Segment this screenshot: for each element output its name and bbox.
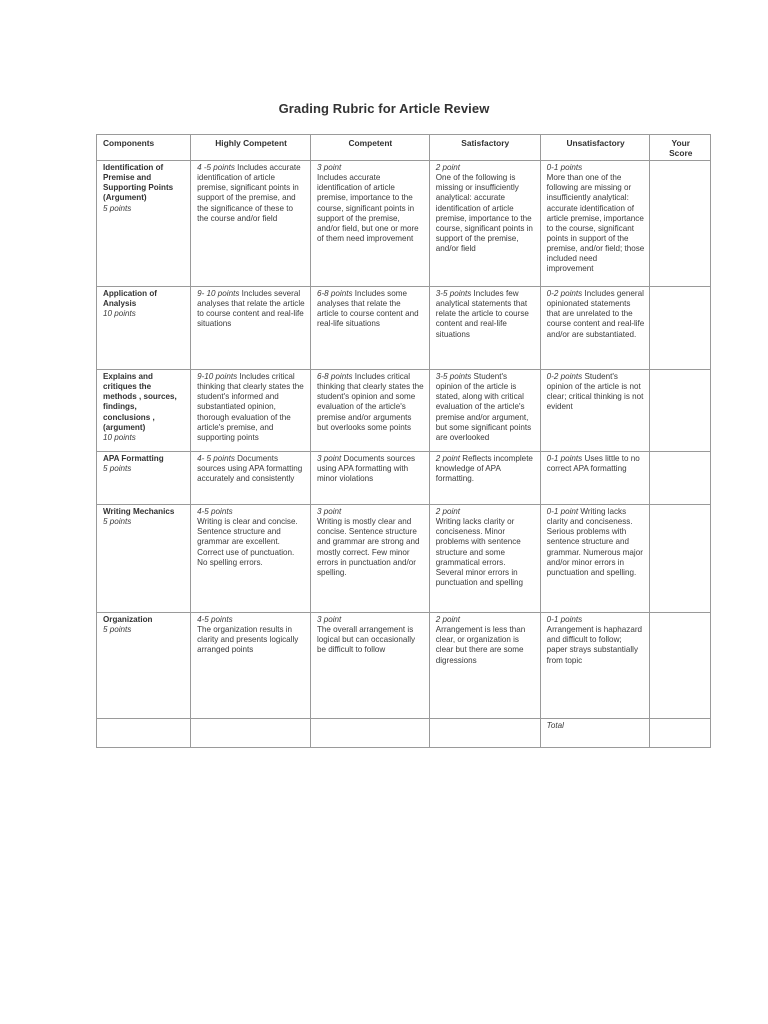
component-cell: [97, 452, 191, 505]
satisfactory-cell: [429, 370, 540, 452]
table-row: [97, 613, 711, 719]
criteria-text: Documents sources using APA formatting accurately and consistently: [197, 454, 303, 484]
component-name: Explains and critiques the methods , sources, findings, conclusions , (argument): [103, 372, 177, 432]
criteria-text: Student's opinion of the article is not clear; critical thinking is not evident: [546, 372, 644, 412]
total-score-cell[interactable]: [650, 719, 711, 748]
score-cell[interactable]: [650, 287, 711, 370]
page-title: Grading Rubric for Article Review: [278, 101, 490, 116]
criteria-text: Includes general opinionated statements that are unrelated to the course content and real-life and/or are substantiated.: [546, 289, 645, 339]
criteria-text: Includes critical thinking that clearly states the student's opinion and some evaluation of the article's premise and/or arguments but overlooks some points: [316, 372, 424, 432]
satisfactory-cell: [429, 505, 540, 613]
component-name: Organization: [103, 615, 153, 625]
criteria-text: Documents sources using APA formatting with minor violations: [316, 454, 416, 484]
criteria-text: Arrangement is less than clear, or organization is clear but there are some digressions: [435, 625, 526, 665]
criteria-text: One of the following is missing or insufficiently analytical: accurate identification of article premise, importance to the course, significant points in support of the premise, and/or field: [435, 173, 533, 253]
points-range: 3 point: [316, 454, 342, 464]
criteria-text: Includes some analyses that relate the article to course content and real-life situations: [316, 289, 419, 329]
component-name: Writing Mechanics: [103, 507, 175, 517]
score-cell[interactable]: [650, 370, 711, 452]
criteria-text: Includes critical thinking that clearly states the student's informed and substantiated opinion, thorough evaluation of the article's premise, and supporting points: [197, 372, 304, 442]
points-range: 3-5 points: [435, 372, 472, 382]
points-range: 3 point: [316, 615, 342, 625]
criteria-text: Uses little to no correct APA formatting: [546, 454, 640, 474]
component-cell: [97, 505, 191, 613]
component-points: 5 points: [103, 203, 132, 213]
points-range: 6-8 points: [316, 372, 353, 382]
unsatisfactory-cell: [540, 613, 650, 719]
competent-cell: [310, 505, 429, 613]
rubric-table: [96, 134, 711, 748]
points-range: 2 point: [435, 454, 461, 464]
header-satisfactory: Satisfactory: [429, 135, 540, 161]
competent-cell: [310, 452, 429, 505]
criteria-text: Includes several analyses that relate the article to course content and real-life situations: [197, 289, 305, 329]
total-row: [97, 719, 711, 748]
highly-competent-cell: [191, 161, 311, 287]
unsatisfactory-cell: [540, 452, 650, 505]
empty-cell: [429, 719, 540, 748]
points-range: 2 point: [435, 615, 461, 625]
score-cell[interactable]: [650, 161, 711, 287]
points-range: 4- 5 points: [197, 454, 235, 464]
points-range: 0-1 point: [546, 507, 579, 517]
unsatisfactory-cell: [540, 370, 650, 452]
component-cell: [97, 370, 191, 452]
score-cell[interactable]: [650, 452, 711, 505]
points-range: 0-2 points: [546, 372, 583, 382]
points-range: 9- 10 points: [197, 289, 240, 299]
competent-cell: [310, 613, 429, 719]
criteria-text: More than one of the following are missing or insufficiently analytical: accurate identification of article premise, importance to the course, significant points in support of the premise, and/or field; those included need improvement: [546, 173, 645, 274]
component-points: 5 points: [103, 625, 132, 635]
points-range: 0-2 points: [546, 289, 583, 299]
points-range: 4-5 points: [197, 507, 233, 517]
unsatisfactory-cell: [540, 287, 650, 370]
criteria-text: Writing lacks clarity and conciseness. Serious problems with sentence structure and grammar. Numerous major and/or minor errors in punctuation and spelling.: [546, 507, 643, 577]
component-name: Identification of Premise and Supporting Points (Argument): [103, 163, 174, 203]
points-range: 2 point: [435, 163, 461, 173]
component-points: 5 points: [103, 517, 132, 527]
points-range: 3 point: [316, 163, 342, 173]
points-range: 0-1 points: [546, 454, 583, 464]
highly-competent-cell: [191, 370, 311, 452]
satisfactory-cell: [429, 161, 540, 287]
criteria-text: Reflects incomplete knowledge of APA formatting.: [435, 454, 533, 484]
competent-cell: [310, 370, 429, 452]
points-range: 4 -5 points: [197, 163, 235, 173]
points-range: 4-5 points: [197, 615, 233, 625]
points-range: 6-8 points: [316, 289, 353, 299]
component-points: 10 points: [103, 432, 136, 442]
table-row: [97, 161, 711, 287]
satisfactory-cell: [429, 287, 540, 370]
component-cell: [97, 161, 191, 287]
competent-cell: [310, 161, 429, 287]
highly-competent-cell: [191, 613, 311, 719]
table-row: [97, 452, 711, 505]
criteria-text: The overall arrangement is logical but can occasionally be difficult to follow: [316, 625, 416, 655]
table-row: [97, 505, 711, 613]
criteria-text: Writing lacks clarity or conciseness. Minor problems with sentence structure and some grammatical errors. Several minor errors in punctuation and spelling: [435, 517, 524, 587]
criteria-text: Includes accurate identification of article premise, importance to the course, significant points in support of the premise, and/or field, but one or more of them need improvement: [316, 173, 419, 243]
points-range: 3 point: [316, 507, 342, 517]
table-row: [97, 287, 711, 370]
highly-competent-cell: [191, 452, 311, 505]
points-range: 3-5 points: [435, 289, 472, 299]
satisfactory-cell: [429, 613, 540, 719]
component-name: APA Formatting: [103, 454, 164, 464]
component-points: 5 points: [103, 464, 132, 474]
header-unsatisfactory: Unsatisfactory: [540, 135, 650, 161]
competent-cell: [310, 287, 429, 370]
points-range: 2 point: [435, 507, 461, 517]
table-row: [97, 370, 711, 452]
points-range: 9-10 points: [197, 372, 238, 382]
component-cell: [97, 287, 191, 370]
score-cell[interactable]: [650, 613, 711, 719]
unsatisfactory-cell: [540, 161, 650, 287]
criteria-text: Includes few analytical statements that relate the article to course content and real-life situations: [435, 289, 529, 339]
header-row: [97, 135, 711, 161]
criteria-text: Writing is mostly clear and concise. Sentence structure and grammar are strong and mostly correct. Few minor errors in punctuation and/or spelling.: [316, 517, 420, 577]
empty-cell: [97, 719, 191, 748]
highly-competent-cell: [191, 287, 311, 370]
component-name: Application of Analysis: [103, 289, 157, 309]
header-highly-competent: Highly Competent: [191, 135, 311, 161]
total-label: Total: [546, 721, 564, 731]
points-range: 0-1 points: [546, 163, 583, 173]
points-range: 0-1 points: [546, 615, 583, 625]
criteria-text: Includes accurate identification of article premise, significant points in support of the premise, and the significance of these to the course and/or field: [197, 163, 301, 223]
unsatisfactory-cell: [540, 505, 650, 613]
total-label-cell: [540, 719, 650, 748]
empty-cell: [310, 719, 429, 748]
satisfactory-cell: [429, 452, 540, 505]
criteria-text: The organization results in clarity and presents logically arranged points: [197, 625, 299, 655]
criteria-text: Arrangement is haphazard and difficult to follow; paper strays substantially from topic: [546, 625, 643, 665]
component-cell: [97, 613, 191, 719]
header-components: Components: [97, 135, 191, 161]
component-points: 10 points: [103, 309, 136, 319]
highly-competent-cell: [191, 505, 311, 613]
score-cell[interactable]: [650, 505, 711, 613]
header-your-score: Your Score: [650, 135, 711, 161]
empty-cell: [191, 719, 311, 748]
criteria-text: Student's opinion of the article is stated, along with critical evaluation of the article's premise and/or argument, but some significant points are overlooked: [435, 372, 532, 442]
header-competent: Competent: [310, 135, 429, 161]
criteria-text: Writing is clear and concise. Sentence structure and grammar are excellent. Correct use of punctuation. No spelling errors.: [197, 517, 298, 567]
